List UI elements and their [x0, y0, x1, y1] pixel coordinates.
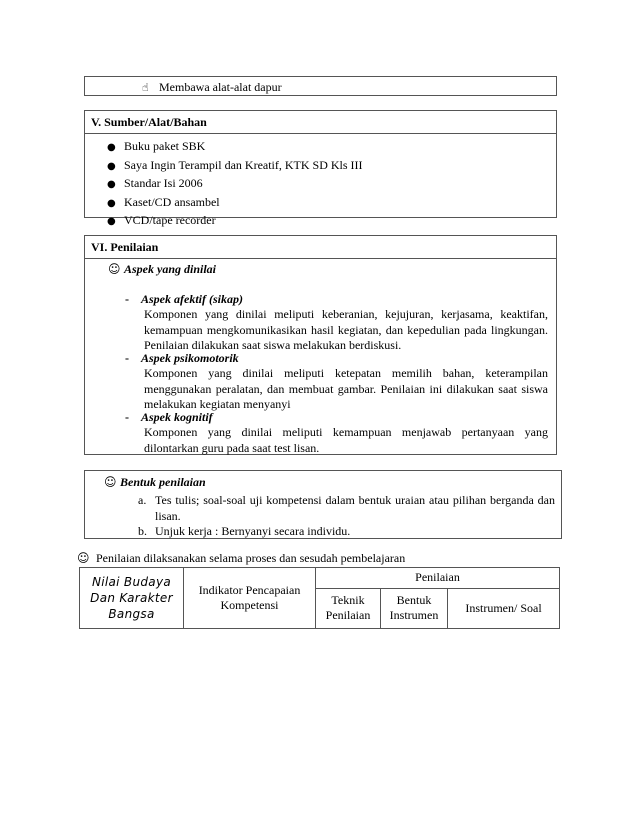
- col-bentuk: Bentuk Instrumen: [381, 588, 448, 628]
- bullet-icon: ●: [107, 197, 116, 209]
- table-row: [80, 568, 560, 589]
- list-item: ● VCD/tape recorder: [107, 211, 363, 230]
- sumber-section: [84, 110, 557, 227]
- smiley-icon: ☺: [108, 262, 121, 276]
- aspek-psikomotorik: - Aspek psikomotorik Komponen yang dinilai meliputi ketepatan memilih bahan, keterampilan menggunakan peralatan, dan membuat gambar. Penilaian ini dilakukan saat siswa melakukan kegiatan menyanyi: [125, 351, 548, 411]
- aspek-afektif-desc: Komponen yang dinilai meliputi keberanian, kejujuran, kerjasama, keaktifan, kemampuan mengkomunikasikan hasil kegiatan, dan kepedulian pada lingkungan. Penilaian dilakukan saat siswa melakukan berdiskusi.: [144, 307, 548, 352]
- bullet-icon: ●: [107, 216, 116, 227]
- bentuk-section: [84, 470, 562, 539]
- col-penilaian: Penilaian: [316, 568, 560, 589]
- col-instrumen: Instrumen/ Soal: [448, 588, 560, 628]
- bentuk-title: ☺ Bentuk penilaian: [104, 475, 206, 489]
- list-item: ● Saya Ingin Terampil dan Kreatif, KTK SD Kls III: [107, 156, 363, 175]
- hand-pointing-icon: ☝: [142, 81, 149, 94]
- aspek-kognitif: - Aspek kognitif Komponen yang dinilai meliputi kemampuan menjawab pertanyaan yang dilontarkan guru pada saat test lisan.: [125, 410, 548, 455]
- bullet-icon: ●: [107, 142, 116, 153]
- assessment-table: [79, 567, 560, 629]
- aspek-title: ☺ Aspek yang dinilai: [108, 262, 217, 276]
- col-teknik: Teknik Penilaian: [316, 588, 381, 628]
- bullet-icon: ●: [107, 179, 116, 190]
- sumber-list: [107, 137, 363, 230]
- divider: [85, 258, 556, 259]
- penilaian-heading: VI. Penilaian: [91, 240, 159, 254]
- list-item: ● Standar Isi 2006: [107, 174, 363, 193]
- list-item: ● Buku paket SBK: [107, 137, 363, 156]
- aspek-psikomotorik-title: Aspek psikomotorik: [141, 351, 239, 365]
- aspek-afektif: - Aspek afektif (sikap) Komponen yang dinilai meliputi keberanian, kejujuran, kerjasama, keaktifan, kemampuan mengkomunikasikan hasil kegiatan, dan kepedulian pada lingkungan. Penilaian dilakukan saat siswa melakukan berdiskusi.: [125, 292, 548, 352]
- pelaksanaan-note: ☺ Penilaian dilaksanakan selama proses dan sesudah pembelajaran: [77, 551, 406, 565]
- aspek-afektif-title: Aspek afektif (sikap): [141, 292, 243, 306]
- smiley-icon: ☺: [77, 551, 90, 565]
- aspek-psikomotorik-desc: Komponen yang dinilai meliputi ketepatan memilih bahan, keterampilan menggunakan peralatan, dan membuat gambar. Penilaian ini dilakukan saat siswa melakukan kegiatan menyanyi: [144, 366, 548, 411]
- list-item: b. Unjuk kerja : Bernyanyi secara individu.: [138, 524, 351, 538]
- tools-text: Membawa alat-alat dapur: [159, 80, 282, 94]
- tools-line: [142, 80, 282, 95]
- col-indikator: Indikator Pencapaian Kompetensi: [184, 568, 316, 629]
- smiley-icon: ☺: [104, 475, 117, 489]
- list-item: a. Tes tulis; soal-soal uji kompetensi dalam bentuk uraian atau pilihan berganda dan lisan.: [138, 493, 555, 523]
- bullet-icon: ●: [107, 160, 116, 172]
- penilaian-section: [84, 235, 557, 455]
- sumber-heading: V. Sumber/Alat/Bahan: [91, 115, 207, 129]
- bentuk-list: [138, 493, 555, 540]
- divider: [85, 133, 556, 134]
- col-nilai-budaya: Nilai Budaya Dan Karakter Bangsa: [80, 568, 184, 629]
- aspek-kognitif-title: Aspek kognitif: [141, 410, 213, 424]
- list-item: ● Kaset/CD ansambel: [107, 193, 363, 212]
- aspek-kognitif-desc: Komponen yang dinilai meliputi kemampuan menjawab pertanyaan yang dilontarkan guru pada saat test lisan.: [144, 425, 548, 455]
- tools-box: [84, 76, 557, 96]
